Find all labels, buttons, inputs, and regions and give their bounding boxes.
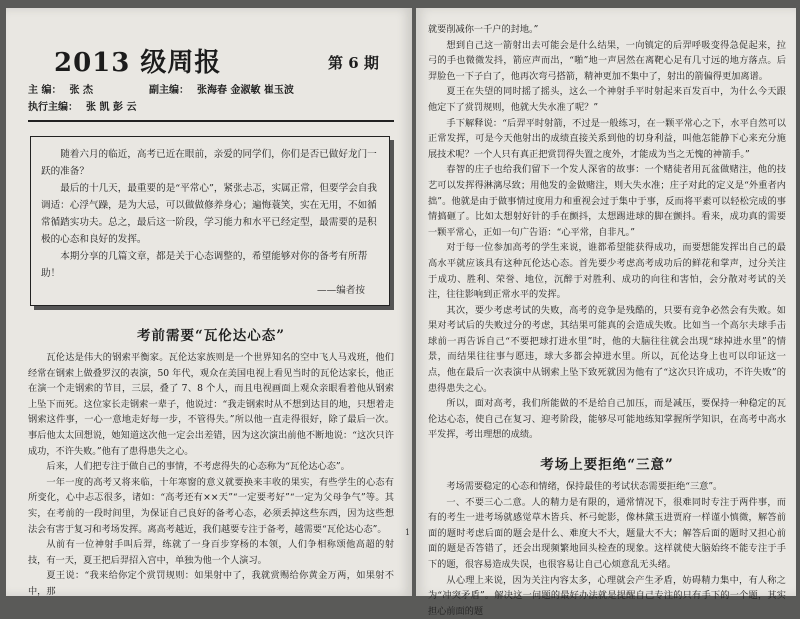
article-paragraph: 所以，面对高考，我们所能做的不是给自己加压，而是减压，要保持一种稳定的瓦伦达心态，使自己在复习、迎考阶段，能够尽可能地练知掌握所学知识，在高考中高水平发挥，考出理想的成绩。 xyxy=(428,398,786,441)
article-paragraph: 一、不要三心二意。人的精力是有限的，通常情况下，很难同时专注于两件事，而有的考生一进考场就感觉草木皆兵、杯弓蛇影，像林黛玉进贾府一样谨小慎微，解答前面的题时考虑后面的题会是什么、难度大不大，题量大不大；解答后面的题时又担心前面的题是否答错了，还会出现频繁地回头检查的现象。这样就使大脑始终不能专注于手下的题，很容易造成失误，也很容易让自己心烦意乱无头绪。 xyxy=(428,496,786,570)
article-continuation xyxy=(428,22,786,443)
editor-note-box xyxy=(30,136,390,306)
page-number: 1 xyxy=(405,528,411,537)
left-page xyxy=(6,8,412,596)
article-paragraph: 想到自己这一箭射出去可能会是什么结果，一向镇定的后羿呼吸变得急促起来，拉弓的手也微微发抖，箭应声而出，“啪”地一声居然在离靶心足有几寸远的地方落点。后羿脸色一下子白了，他再次弯弓搭箭，精神更加不集中了，射出的箭偏得更加离谱。 xyxy=(428,39,786,82)
chief-editor-label: 主 编： xyxy=(28,85,62,96)
article-paragraph: 夏王在失望的同时摇了摇头，这么一个神射手平时射起来百发百中，为什么今天跟他定下了赏罚规则，他就大失水准了呢？” xyxy=(428,86,786,113)
editor-note-paragraph: 最后的十几天，最重要的是“平常心”，紧张忐忑，实属正常，但要学会自我调适：心浮气躁，是为大忌，可以做做修养身心；遍悔蓑笑，实在无用，不如循常循踏实功夫。总之，最后这一阶段，学习能力和水平已经定型，最需要的是积极的心态和良好的发挥。 xyxy=(41,183,377,245)
article-paragraph: 春智的庄子也给我们留下一个发人深省的故事：一个赌徒者用瓦盆做赌注，他的技艺可以发挥得淋漓尽致；用他发的金做赌注，则大失水准；庄子对此的定义是“外重者内拙”。他就是由于做事情过度用力和重视会过于集中于事，反而将平素可以轻松完成的事情搞砸了。比如太想射好针的手在颤抖，太想踢进球的脚在颤抖。看来，成功真的需要一颗平常心，正如一句广告语：“心平常，自非凡。” xyxy=(428,164,786,238)
article-body xyxy=(428,479,786,619)
article-paragraph: 从心理上来说，因为关注内容太多，心理就会产生矛盾，妨碍精力集中，有人称之为“冲突矛盾”。解决这一问题的最好办法就是提醒自己专注的只有手下的一个题，其实担心前面的题 xyxy=(428,574,786,617)
exec-editor-names: 张 凯 彭 云 xyxy=(86,102,137,113)
exec-editor-label: 执行主编： xyxy=(28,102,78,113)
article-paragraph: 其次，要少考虑考试的失败，高考的竞争是残酷的，只要有竞争必然会有失败。如果对考试后的失败过分的考虑，其结果可能真的会造成失败。比如当一个高尔夫球手击球前一再告诉自己“不要把球打进水里”时，他的大脑往往就会出现“球掉进水里”的情景，而结果往往事与愿违，球大多都会掉进水里。所以，瓦伦达身上也可以印证这一点，他在最后一次表演中从钢索上坠下致死就因为他有了“这次只许成功，不许失败”的患得患失之心。 xyxy=(428,304,786,394)
article-title: 考场上要拒绝“三意” xyxy=(540,457,674,474)
issue-number: 第 6 期 xyxy=(328,54,379,72)
article-title: 考前需要“瓦伦达心态” xyxy=(136,328,286,344)
article-paragraph: 对于每一位参加高考的学生来说，谁都希望能获得成功，而要想能发挥出自己的最高水平就应该具有这种瓦伦达心态。首先要少考虑高考成功后的鲜花和掌声，过分关注于成功、胜利、荣誉、地位，沉醉于对胜利、成功的向往和害怕，会分散对考试的关注，往往影响到正常水平的发挥。 xyxy=(428,242,786,301)
article-paragraph: 后来，人们把专注于做自己的事情，不考虑得失的心态称为“瓦伦达心态”。 xyxy=(46,461,350,473)
chief-editor-name: 张 杰 xyxy=(69,85,93,96)
article-paragraph: 考场需要稳定的心态和情绪，保持最佳的考试状态需要拒绝“三意”。 xyxy=(446,481,723,493)
editor-note-paragraph: 本期分享的几篇文章，都是关于心态调整的，希望能够对你的备考有所帮助！ xyxy=(41,251,368,279)
editor-note-signature: ——编者按 xyxy=(317,285,365,296)
deputy-editor-names: 张海春 金淑敏 崔玉波 xyxy=(196,85,294,96)
editor-note-paragraph: 随着六月的临近，高考已近在眼前，亲爱的同学们，你们是否已做好龙门一跃的准备？ xyxy=(41,149,377,177)
article-paragraph: 手下解释说：“后羿平时射箭，不过是一般练习，在一颗平常心之下，水平自然可以正常发挥，可是今天他射出的成绩直接关系到他的切身利益，叫他怎能静下心来充分施展技术呢？一个人只有真正把赏罚得失置之度外，才能成为当之无愧的神箭手。” xyxy=(428,117,786,160)
masthead-title: 2013 级周报 xyxy=(54,48,222,78)
article-paragraph: 瓦伦达是伟大的钢索平衡家。瓦伦达家族则是一个世界知名的空中飞人马戏班，他们经常在钢索上做叠罗汉的表演，50 年代，观众在美国电视上看见当时的瓦伦达家长，他正在演一个走钢索的节目，三层，叠了 7、8 个人，而且电视画面上观众亲眼看着他从钢索上坠下而死。这位家长走钢索一辈子，他说过：“我走钢索时从不想到达目的地，只想着走钢索这件事，一心一意地走好每一步，不管得失。”所以他一直走得很好，除了最后一次。事后他太太回想说，她知道这次他一定会出差错，因为这次演出前他不断地说：“这次只许成功，不许失败。”他有了患得患失之心。 xyxy=(28,352,394,457)
article-paragraph: 夏王说：“我来给你定个赏罚规则：如果射中了，我就赏赐给你黄金万两，如果射不中，那 xyxy=(28,570,394,597)
article-paragraph: 就要削减你一千户的封地。” xyxy=(428,24,539,35)
right-page xyxy=(416,8,796,617)
masthead xyxy=(28,40,394,82)
deputy-editor-label: 副主编： xyxy=(148,85,189,96)
article-body xyxy=(28,350,394,600)
editorial-credits xyxy=(28,82,394,116)
article-paragraph: 从前有一位神射手叫后羿，练就了一身百步穿杨的本领，人们争相称颂他高超的射技，有一天，夏王把后羿招入宫中，单独为他一个人演习。 xyxy=(28,539,394,566)
masthead-rule xyxy=(28,120,394,122)
article-paragraph: 一年一度的高考又将来临，十年寒窗的意义就要换来丰收的果实，有些学生的心态有所变化，心中忐忑很多，诸如：“高考还有××天”“一定要考好”“一定为父母争气”等。其实，在考前的一段时间里，为保证自己良好的备考心态，必须丢掉这些东西，因为这些想法会有害于复习和考场发挥。离高考越近，我们越要专注于备考，越需要“瓦伦达心态”。 xyxy=(28,476,394,535)
